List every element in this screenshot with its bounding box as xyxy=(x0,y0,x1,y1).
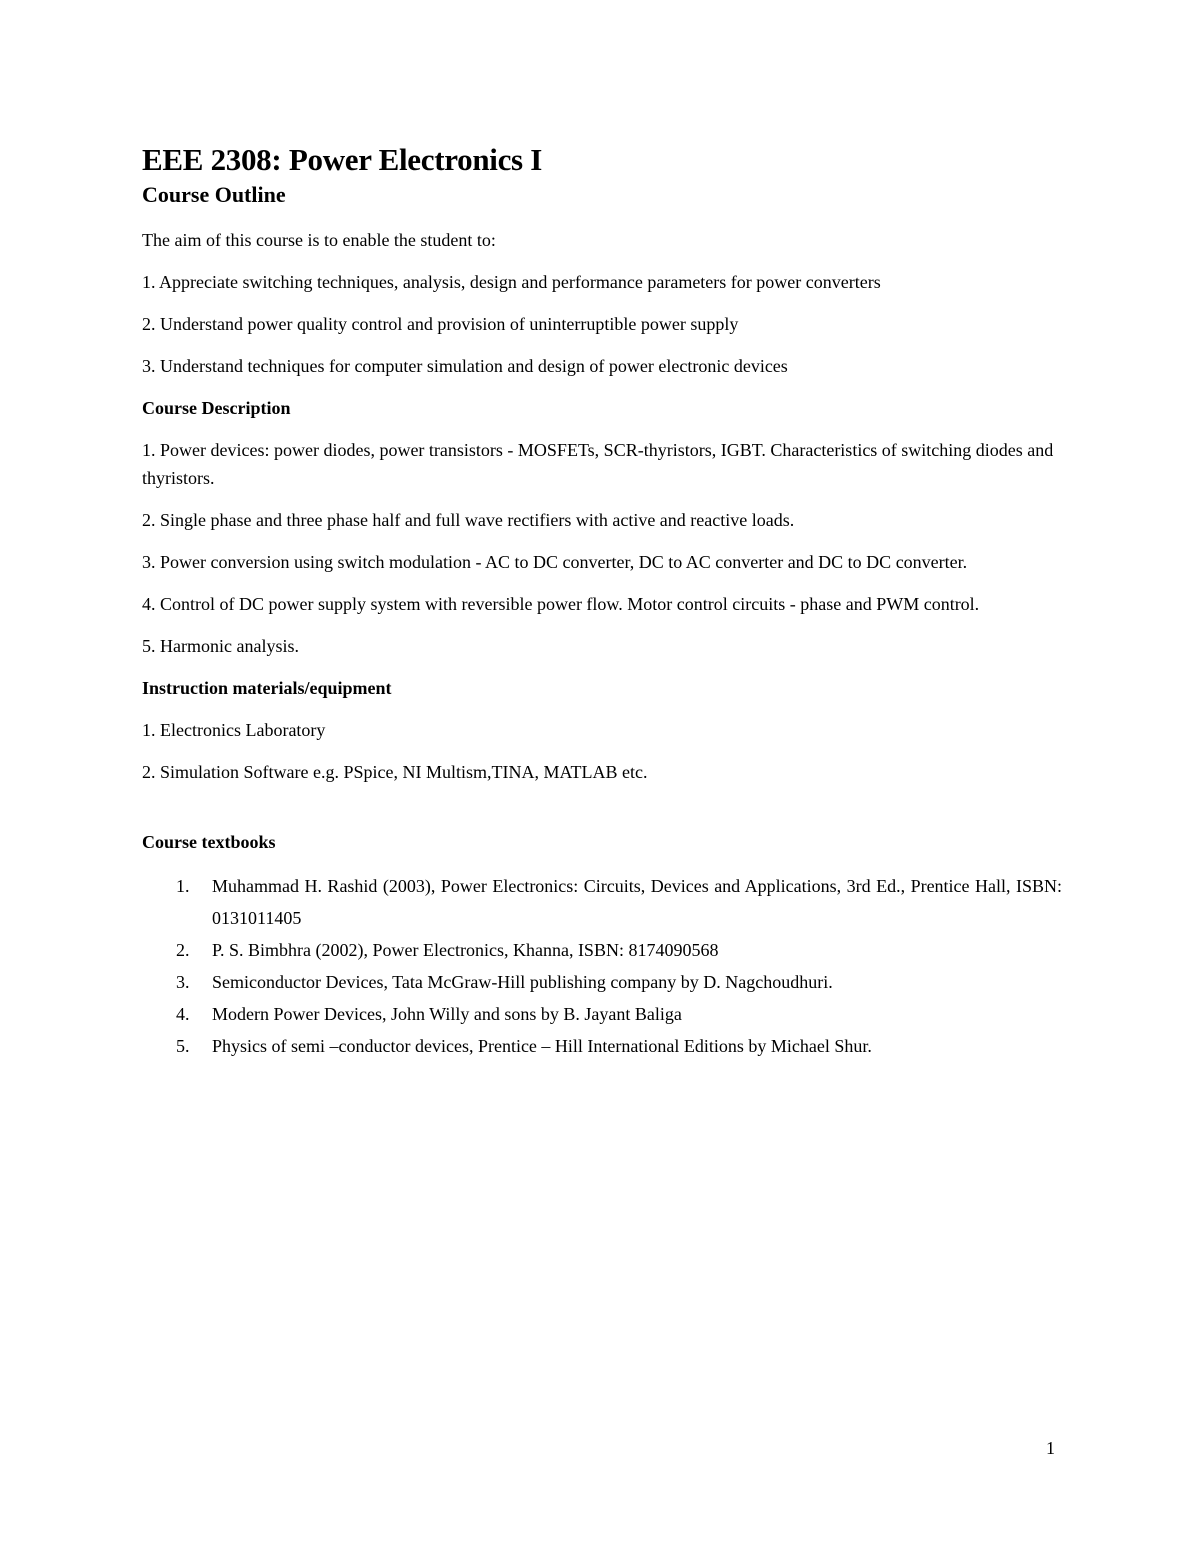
blank-line xyxy=(142,800,1062,828)
aim-item: 3. Understand techniques for computer simulation and design of power electronic devices xyxy=(142,356,788,376)
materials-heading: Instruction materials/equipment xyxy=(142,678,392,698)
description-heading: Course Description xyxy=(142,398,291,418)
materials-item: 2. Simulation Software e.g. PSpice, NI Multism,TINA, MATLAB etc. xyxy=(142,762,648,782)
aim-item: 1. Appreciate switching techniques, analysis, design and performance parameters for power converters xyxy=(142,272,881,292)
textbook-text: Muhammad H. Rashid (2003), Power Electronics: Circuits, Devices and Applications, 3rd Ed., Prentice Hall, ISBN: 0131011405 xyxy=(212,876,1062,928)
textbook-number: 1. xyxy=(176,876,190,896)
aims-section xyxy=(142,226,1062,380)
textbooks-section xyxy=(142,828,1062,1062)
page-subtitle: Course Outline xyxy=(142,182,286,207)
description-item: 5. Harmonic analysis. xyxy=(142,636,299,656)
textbook-number: 2. xyxy=(176,940,190,960)
textbook-item xyxy=(142,934,1062,966)
page-number: 1 xyxy=(1046,1438,1055,1458)
materials-item: 1. Electronics Laboratory xyxy=(142,720,326,740)
description-item: 1. Power devices: power diodes, power transistors - MOSFETs, SCR-thyristors, IGBT. Characteristics of switching diodes and thyristors. xyxy=(142,440,1054,488)
description-item: 2. Single phase and three phase half and full wave rectifiers with active and reactive loads. xyxy=(142,510,795,530)
textbook-item xyxy=(142,998,1062,1030)
textbook-text: Modern Power Devices, John Willy and sons by B. Jayant Baliga xyxy=(212,1004,682,1024)
aim-item: 2. Understand power quality control and provision of uninterruptible power supply xyxy=(142,314,739,334)
textbook-item xyxy=(142,966,1062,998)
document-page xyxy=(142,140,1062,1062)
description-section xyxy=(142,394,1062,660)
aims-intro: The aim of this course is to enable the student to: xyxy=(142,230,496,250)
textbook-text: P. S. Bimbhra (2002), Power Electronics, Khanna, ISBN: 8174090568 xyxy=(212,940,719,960)
textbook-item xyxy=(142,1030,1062,1062)
textbooks-list xyxy=(142,870,1062,1062)
description-item: 4. Control of DC power supply system with reversible power flow. Motor control circuits - phase and PWM control. xyxy=(142,594,980,614)
textbook-item xyxy=(142,870,1062,934)
materials-section xyxy=(142,674,1062,786)
textbook-text: Semiconductor Devices, Tata McGraw-Hill publishing company by D. Nagchoudhuri. xyxy=(212,972,833,992)
textbooks-heading: Course textbooks xyxy=(142,832,276,852)
textbook-number: 5. xyxy=(176,1036,190,1056)
textbook-number: 4. xyxy=(176,1004,190,1024)
page-title: EEE 2308: Power Electronics I xyxy=(142,142,543,177)
textbook-number: 3. xyxy=(176,972,190,992)
description-item: 3. Power conversion using switch modulation - AC to DC converter, DC to AC converter and DC to DC converter. xyxy=(142,552,968,572)
textbook-text: Physics of semi –conductor devices, Prentice – Hill International Editions by Michael Shur. xyxy=(212,1036,872,1056)
